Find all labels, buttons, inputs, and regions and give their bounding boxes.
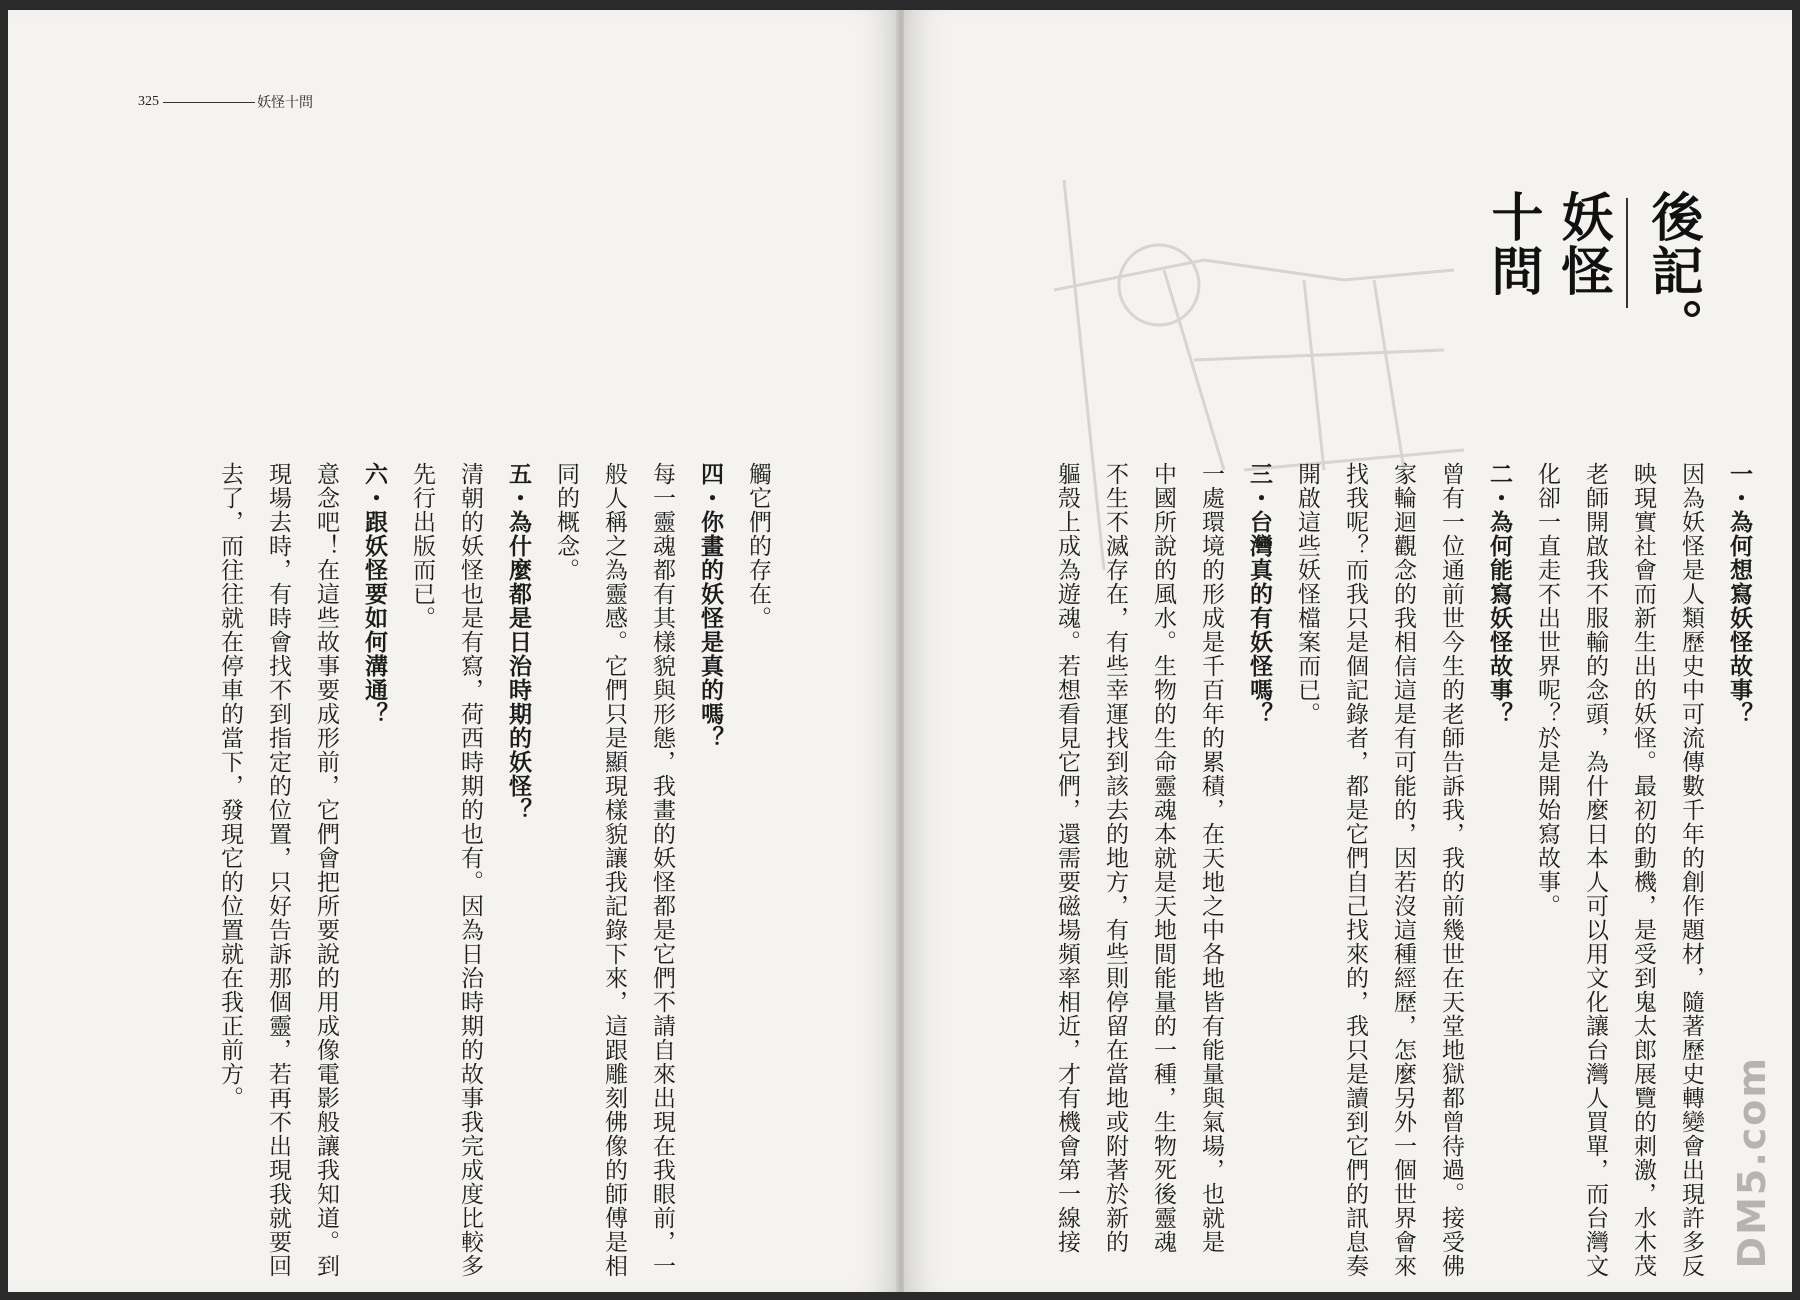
- section-heading: 三・台灣真的有妖怪嗎？: [1246, 462, 1273, 726]
- header-rule: [163, 102, 255, 103]
- title-separator: [1626, 198, 1628, 308]
- section-heading: 二・為何能寫妖怪故事？: [1486, 462, 1513, 726]
- text-column: 家輪迴觀念的我相信這是有可能的，因若沒這種經歷，怎麼另外一個世界會來: [1390, 462, 1416, 1278]
- text-column: 清朝的妖怪也是有寫，荷西時期的也有。因為日治時期的故事我完成度比較多: [457, 462, 483, 1278]
- chapter-title: [1482, 190, 1703, 352]
- text-column: 不生不滅存在，有些幸運找到該去的地方，有些則停留在當地或附著於新的: [1102, 462, 1128, 1254]
- site-watermark-logo: DM5.com: [1730, 1055, 1774, 1268]
- section-heading: 六・跟妖怪要如何溝通？: [361, 462, 388, 726]
- text-column: 找我呢？而我只是個記錄者，都是它們自己找來的，我只是讀到它們的訊息奏: [1342, 462, 1368, 1278]
- text-column: 曾有一位通前世今生的老師告訴我，我的前幾世在天堂地獄都曾待過。接受佛: [1438, 462, 1464, 1278]
- right-page: [904, 10, 1792, 1292]
- text-column: 軀殼上成為遊魂。若想看見它們，還需要磁場頻率相近，才有機會第一線接: [1054, 462, 1080, 1254]
- text-column: 開啟這些妖怪檔案而已。: [1294, 462, 1320, 726]
- section-heading: 一・為何想寫妖怪故事？: [1726, 462, 1753, 726]
- text-column: 去了，而往往就在停車的當下，發現它的位置就在我正前方。: [217, 462, 243, 1110]
- book-spread: [8, 10, 1792, 1292]
- book-title: 妖怪十問: [257, 96, 313, 111]
- text-column: 現場去時，有時會找不到指定的位置，只好告訴那個靈，若再不出現我就要回: [265, 462, 291, 1278]
- title-afterword: 後記。: [1642, 190, 1703, 352]
- text-column: 化卻一直走不出世界呢？於是開始寫故事。: [1534, 462, 1560, 918]
- left-page: [8, 10, 898, 1292]
- text-column: 意念吧！在這些故事要成形前，它們會把所要說的用成像電影般讓我知道。到: [313, 462, 339, 1278]
- section-heading: 五・為什麼都是日治時期的妖怪？: [505, 462, 532, 822]
- title-yokai: 妖怪: [1552, 190, 1613, 298]
- text-column: 中國所說的風水。生物的生命靈魂本就是天地間能量的一種，生物死後靈魂: [1150, 462, 1176, 1254]
- text-column: 同的概念。: [553, 462, 579, 582]
- text-column: 觸它們的存在。: [745, 462, 771, 630]
- title-ten-questions: 十問: [1482, 190, 1543, 298]
- text-column: 先行出版而已。: [409, 462, 435, 630]
- running-header: [138, 92, 313, 112]
- page-number: 325: [138, 94, 159, 109]
- text-column: 因為妖怪是人類歷史中可流傳數千年的創作題材，隨著歷史轉變會出現許多反: [1678, 462, 1704, 1278]
- text-column: 般人稱之為靈感。它們只是顯現樣貌讓我記錄下來，這跟雕刻佛像的師傅是相: [601, 462, 627, 1278]
- text-column: 映現實社會而新生出的妖怪。最初的動機，是受到鬼太郎展覽的刺激，水木茂: [1630, 462, 1656, 1278]
- text-column: 老師開啟我不服輸的念頭，為什麼日本人可以用文化讓台灣人買單，而台灣文: [1582, 462, 1608, 1278]
- text-column: 一處環境的形成是千百年的累積，在天地之中各地皆有能量與氣場，也就是: [1198, 462, 1224, 1254]
- text-column: 每一靈魂都有其樣貌與形態，我畫的妖怪都是它們不請自來出現在我眼前，一: [649, 462, 675, 1278]
- section-heading: 四・你畫的妖怪是真的嗎？: [697, 462, 724, 750]
